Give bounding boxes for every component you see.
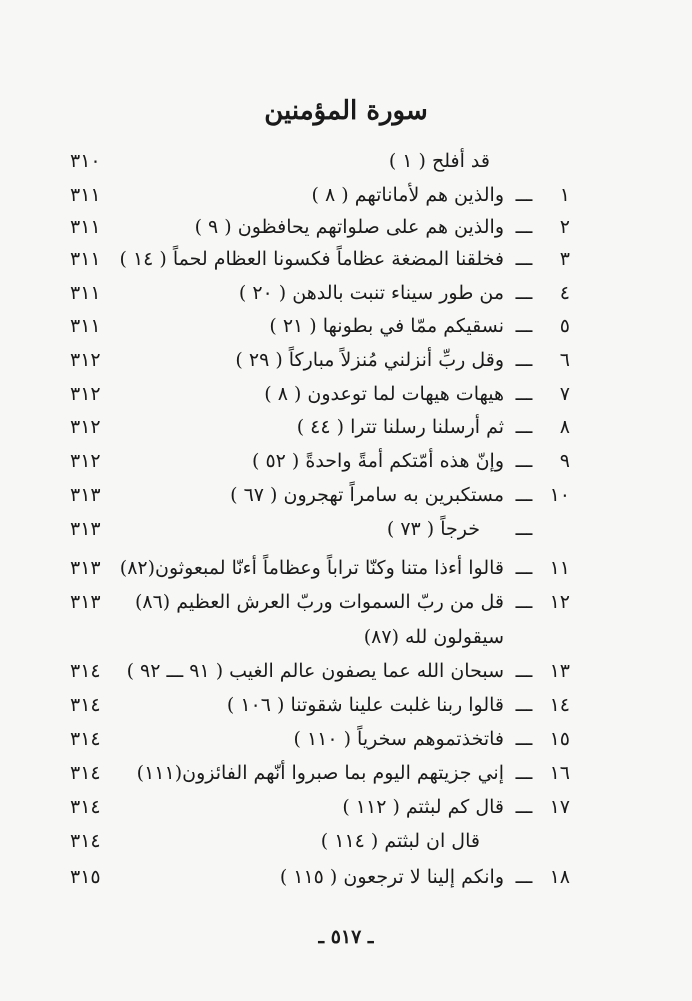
entry-number: ١٠ — [549, 484, 570, 506]
entry-page-number: ٣١٤ — [70, 796, 101, 818]
entry-number: ٢ — [559, 216, 570, 238]
entry-page-number: ٣١١ — [70, 248, 101, 270]
entry-dash: ـــ — [515, 728, 533, 750]
entry-number: ١٤ — [549, 694, 570, 716]
table-row — [70, 412, 570, 442]
entry-text: قالوا أءذا متنا وكنّا تراباً وعظاماً أءنّا لمبعوثون(٨٢) — [119, 557, 504, 579]
entry-dash: ـــ — [515, 184, 533, 206]
entry-dash: ـــ — [515, 315, 533, 337]
page-title: سورة المؤمنين — [264, 96, 428, 126]
table-row — [70, 656, 570, 686]
entry-dash: ـــ — [515, 248, 533, 270]
entry-number: ٥ — [559, 315, 570, 337]
entry-number: ٩ — [559, 450, 570, 472]
entry-number: ١٥ — [549, 728, 570, 750]
entry-dash: ـــ — [515, 866, 533, 888]
entry-number: ١٢ — [549, 591, 570, 613]
entry-dash: ـــ — [515, 282, 533, 304]
entry-number: ١ — [559, 184, 570, 206]
entry-text: والذين هم لأماناتهم ( ٨ ) — [311, 184, 504, 206]
table-row — [70, 724, 570, 754]
entry-text: وقل ربِّ أنزلني مُنزلاً مباركاً ( ٢٩ ) — [235, 349, 504, 371]
entry-text: إني جزيتهم اليوم بما صبروا أنّهم الفائزون(١١١) — [136, 762, 504, 784]
page-number-footer: ـ ٥١٧ ـ — [318, 926, 374, 948]
entry-text: سبحان الله عما يصفون عالم الغيب ( ٩١ ـــ ٩٢ ) — [126, 660, 504, 682]
entry-dash: ـــ — [515, 591, 533, 613]
entry-page-number: ٣١٣ — [70, 557, 101, 579]
table-row — [70, 146, 570, 176]
entry-page-number: ٣١١ — [70, 282, 101, 304]
table-row — [70, 690, 570, 720]
entry-number: ٣ — [559, 248, 570, 270]
entry-dash: ـــ — [515, 694, 533, 716]
entry-page-number: ٣١٢ — [70, 383, 101, 405]
entry-text: قد أفلح ( ١ ) — [388, 150, 490, 172]
entry-text: مستكبرين به سامراً تهجرون ( ٦٧ ) — [230, 484, 504, 506]
entry-text: فاتخذتموهم سخرياً ( ١١٠ ) — [293, 728, 504, 750]
entry-text: وإنّ هذه أمّتكم أمةً واحدةً ( ٥٢ ) — [252, 450, 504, 472]
entry-text: والذين هم على صلواتهم يحافظون ( ٩ ) — [194, 216, 504, 238]
table-row — [70, 379, 570, 409]
entry-number: ٦ — [559, 349, 570, 371]
entry-dash: ـــ — [515, 660, 533, 682]
entry-text: قال ان لبثتم ( ١١٤ ) — [320, 830, 480, 852]
entry-page-number: ٣١٢ — [70, 349, 101, 371]
entry-page-number: ٣١٤ — [70, 694, 101, 716]
entry-dash: ـــ — [515, 484, 533, 506]
table-row — [70, 792, 570, 822]
entry-text: نسقيكم ممّا في بطونها ( ٢١ ) — [269, 315, 504, 337]
entry-page-number: ٣١٣ — [70, 591, 101, 613]
entry-number: ١١ — [549, 557, 570, 579]
entry-text: فخلقنا المضغة عظاماً فكسونا العظام لحماً ( ١٤ ) — [119, 248, 504, 270]
table-row — [70, 758, 570, 788]
entry-number: ٨ — [559, 416, 570, 438]
entry-page-number: ٣١١ — [70, 315, 101, 337]
table-row — [70, 244, 570, 274]
table-row — [70, 480, 570, 510]
table-row — [70, 311, 570, 341]
entry-dash: ـــ — [515, 216, 533, 238]
table-row — [70, 862, 570, 892]
table-row — [70, 514, 570, 544]
table-row — [70, 212, 570, 242]
entry-dash: ـــ — [515, 383, 533, 405]
table-row — [70, 345, 570, 375]
table-row — [70, 587, 570, 617]
entry-text: قل من ربّ السموات وربّ العرش العظيم (٨٦) — [134, 591, 504, 613]
entry-page-number: ٣١٢ — [70, 416, 101, 438]
entry-number: ١٣ — [549, 660, 570, 682]
table-row — [70, 622, 570, 652]
entry-dash: ـــ — [515, 450, 533, 472]
table-row — [70, 826, 570, 856]
entry-page-number: ٣١٤ — [70, 660, 101, 682]
entry-page-number: ٣١٤ — [70, 830, 101, 852]
entry-page-number: ٣١٥ — [70, 866, 101, 888]
entry-text: قال كم لبثتم ( ١١٢ ) — [342, 796, 504, 818]
entry-page-number: ٣١١ — [70, 184, 101, 206]
entry-number: ٧ — [559, 383, 570, 405]
entry-number: ٤ — [559, 282, 570, 304]
table-row — [70, 446, 570, 476]
entry-text: من طور سيناء تنبت بالدهن ( ٢٠ ) — [238, 282, 504, 304]
entry-page-number: ٣١٣ — [70, 518, 101, 540]
entry-dash: ـــ — [515, 762, 533, 784]
entry-dash: ـــ — [515, 349, 533, 371]
entry-page-number: ٣١١ — [70, 216, 101, 238]
entry-text: هيهات هيهات لما توعدون ( ٨ ) — [264, 383, 504, 405]
table-row — [70, 180, 570, 210]
entry-page-number: ٣١٤ — [70, 728, 101, 750]
entry-text: خرجاً ( ٧٣ ) — [386, 518, 480, 540]
entry-dash: ـــ — [515, 557, 533, 579]
entry-dash: ـــ — [515, 416, 533, 438]
entry-text: ثم أرسلنا رسلنا تترا ( ٤٤ ) — [296, 416, 504, 438]
entry-page-number: ٣١٤ — [70, 762, 101, 784]
entry-dash: ـــ — [515, 796, 533, 818]
table-row — [70, 278, 570, 308]
table-row — [70, 553, 570, 583]
entry-number: ١٨ — [549, 866, 570, 888]
entry-number: ١٦ — [549, 762, 570, 784]
entry-text: قالوا ربنا غلبت علينا شقوتنا ( ١٠٦ ) — [226, 694, 504, 716]
entry-dash: ـــ — [515, 518, 533, 540]
entry-page-number: ٣١٣ — [70, 484, 101, 506]
entry-page-number: ٣١٠ — [70, 150, 101, 172]
entry-number: ١٧ — [549, 796, 570, 818]
entry-text: سيقولون لله (٨٧) — [363, 626, 504, 648]
entry-page-number: ٣١٢ — [70, 450, 101, 472]
entry-text: وانكم إلينا لا ترجعون ( ١١٥ ) — [279, 866, 504, 888]
